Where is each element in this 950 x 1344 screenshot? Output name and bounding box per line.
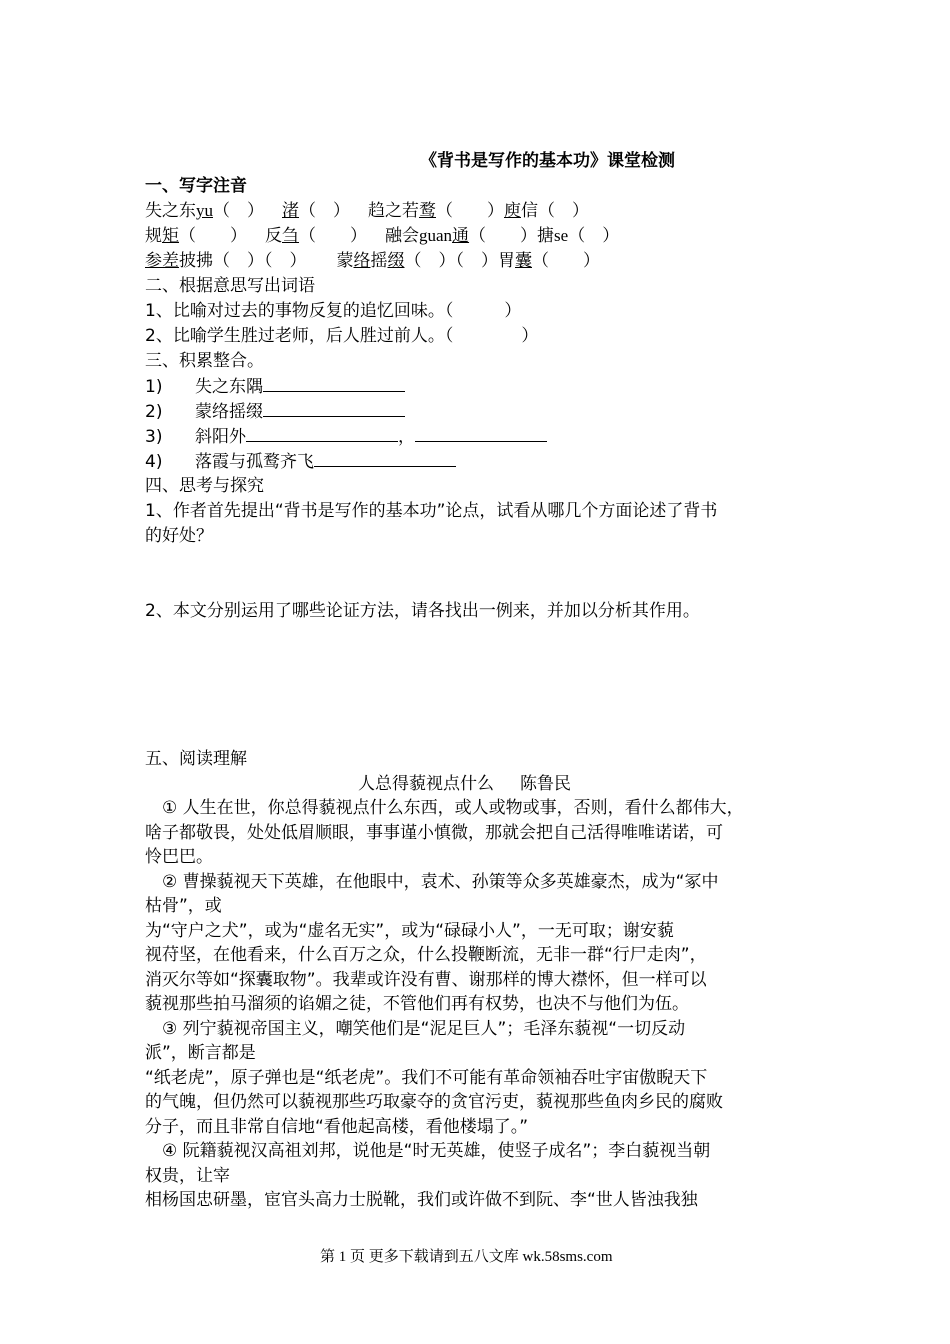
article-line: “纸老虎”，原子弹也是“纸老虎”。我们不可能有革命领袖吞吐宇宙傲睨天下	[145, 1067, 708, 1088]
row2-pinyin-c: guan	[419, 226, 453, 245]
article-title-text: 人总得藐视点什么	[358, 774, 494, 794]
row2-word-d: 搪	[537, 226, 555, 246]
article-line: ④ 阮籍藐视汉高祖刘邦，说他是“时无英雄，使竖子成名”；李白藐视当朝	[145, 1141, 711, 1161]
article-line: 的气魄，但仍然可以藐视那些巧取豪夺的贪官污吏，藐视那些鱼肉乡民的腐败	[145, 1092, 723, 1112]
row3-paren-a: （ ）（ ）	[213, 251, 307, 271]
article-line: 枯骨”，或	[145, 896, 222, 916]
row2-word-c: 融会	[385, 226, 419, 246]
section3-item-3: 3) 斜阳外 ，	[145, 425, 547, 448]
row1-paren-a: （ ）	[213, 201, 264, 221]
section4-question-1-line2: 的好处？	[145, 526, 213, 546]
row2-pinyin-d: se	[554, 226, 569, 245]
row1-paren-d: （ ）	[538, 201, 589, 221]
section3-heading: 三、积累整合。	[145, 351, 264, 371]
answer-blank[interactable]	[314, 450, 456, 467]
row1-word-d: 信	[521, 201, 538, 221]
section1-heading: 一、写字注音	[145, 176, 247, 196]
article-line: 派”，断言都是	[145, 1043, 256, 1063]
row2-word-a: 规	[145, 226, 162, 246]
row2-paren-a: （ ）	[179, 226, 247, 246]
row2-paren-d: （ ）	[568, 226, 620, 246]
page-title: 《背书是写作的基本功》课堂检测	[420, 151, 675, 171]
row2-under-b: 刍	[282, 226, 299, 246]
row3-under-b: 络	[353, 251, 371, 271]
pinyin-row-2	[145, 225, 619, 247]
section3-item-1: 1) 失之东隅	[145, 375, 405, 398]
row3-under-a: 参差	[145, 251, 179, 271]
article-line: 藐视那些拍马溜须的谄媚之徒，不管他们再有权势，也决不与他们为伍。	[145, 994, 689, 1014]
answer-blank[interactable]	[415, 425, 547, 442]
row3-word-b: 蒙	[336, 251, 354, 271]
row2-under-c: 通	[452, 226, 470, 246]
section4-heading: 四、思考与探究	[145, 476, 264, 496]
row1-word-b: 渚	[282, 201, 299, 221]
section4-question-2: 2、本文分别运用了哪些论证方法，请各找出一例来，并加以分析其作用。	[145, 601, 700, 621]
answer-blank[interactable]	[263, 375, 405, 392]
article-line: 啥子都敬畏，处处低眉顺眼，事事谨小慎微，那就会把自己活得唯唯诺诺，可	[145, 822, 723, 843]
pinyin-row-3	[145, 250, 600, 272]
row3-under-b2: 缀	[387, 251, 405, 271]
article-line: ② 曹操藐视天下英雄，在他眼中，袁术、孙策等众多英雄豪杰，成为“冢中	[145, 871, 719, 892]
section2-question-1: 1、比喻对过去的事物反复的追忆回味。（ ）	[145, 301, 522, 321]
article-line: 视苻坚，在他看来，什么百万之众，什么投鞭断流，无非一群“行尸走肉”，	[145, 945, 707, 965]
section4-question-1-line1: 1、作者首先提出“背书是写作的基本功”论点，试看从哪几个方面论述了背书	[145, 501, 718, 521]
article-author: 陈鲁民	[520, 774, 571, 794]
row3-paren-b: （ ）（ ）	[404, 251, 498, 271]
article-line: ① 人生在世，你总得藐视点什么东西，或人或物或事，否则，看什么都伟大，	[145, 798, 744, 818]
row1-pinyin-a: yu	[196, 201, 213, 220]
article-line: 权贵，让宰	[145, 1165, 230, 1186]
article-line: 为“守户之犬”，或为“虚名无实”，或为“碌碌小人”，一无可取；谢安藐	[145, 920, 674, 941]
row3-paren-c: （ ）	[532, 251, 600, 271]
row3-under-c: 囊	[515, 251, 532, 271]
section3-item-4: 4) 落霞与孤鹜齐飞	[145, 450, 456, 473]
row3-word-a: 披拂	[179, 251, 213, 271]
article-line: ③ 列宁藐视帝国主义，嘲笑他们是“泥足巨人”；毛泽东藐视“一切反动	[145, 1018, 686, 1039]
answer-blank[interactable]	[246, 425, 398, 442]
row2-word-b: 反	[265, 226, 282, 246]
article-line: 分子，而且非常自信地“看他起高楼，看他楼塌了。”	[145, 1116, 529, 1137]
section2-heading: 二、根据意思写出词语	[145, 276, 315, 296]
article-line: 消灭尔等如“探囊取物”。我辈或许没有曹、谢那样的博大襟怀，但一样可以	[145, 969, 707, 990]
row2-paren-b: （ ）	[299, 226, 367, 246]
row1-under-d: 庾	[504, 201, 521, 221]
section5-heading: 五、阅读理解	[145, 749, 247, 769]
row1-word-c: 趋之若	[368, 201, 419, 221]
page-footer: 第 1 页 更多下载请到五八文库 wk.58sms.com	[320, 1249, 613, 1265]
section2-question-2: 2、比喻学生胜过老师，后人胜过前人。（ ）	[145, 326, 539, 346]
row1-paren-b: （ ）	[299, 201, 350, 221]
answer-blank[interactable]	[263, 400, 405, 417]
row1-under-c: 鹜	[419, 201, 436, 221]
pinyin-row-1	[145, 200, 589, 222]
article-title	[358, 773, 571, 795]
row3-word-c: 胃	[498, 251, 515, 271]
row1-paren-c: （ ）	[436, 201, 504, 221]
row2-under-a: 矩	[162, 226, 179, 246]
row1-word-a: 失之东	[145, 201, 196, 221]
row3-word-b2: 摇	[370, 251, 388, 271]
article-line: 怜巴巴。	[145, 847, 213, 867]
row2-paren-c: （ ）	[469, 226, 538, 246]
article-line: 相杨国忠研墨，宦官头高力士脱靴，我们或许做不到阮、李“世人皆浊我独	[145, 1190, 698, 1210]
section3-item-2: 2) 蒙络摇缀	[145, 400, 405, 423]
